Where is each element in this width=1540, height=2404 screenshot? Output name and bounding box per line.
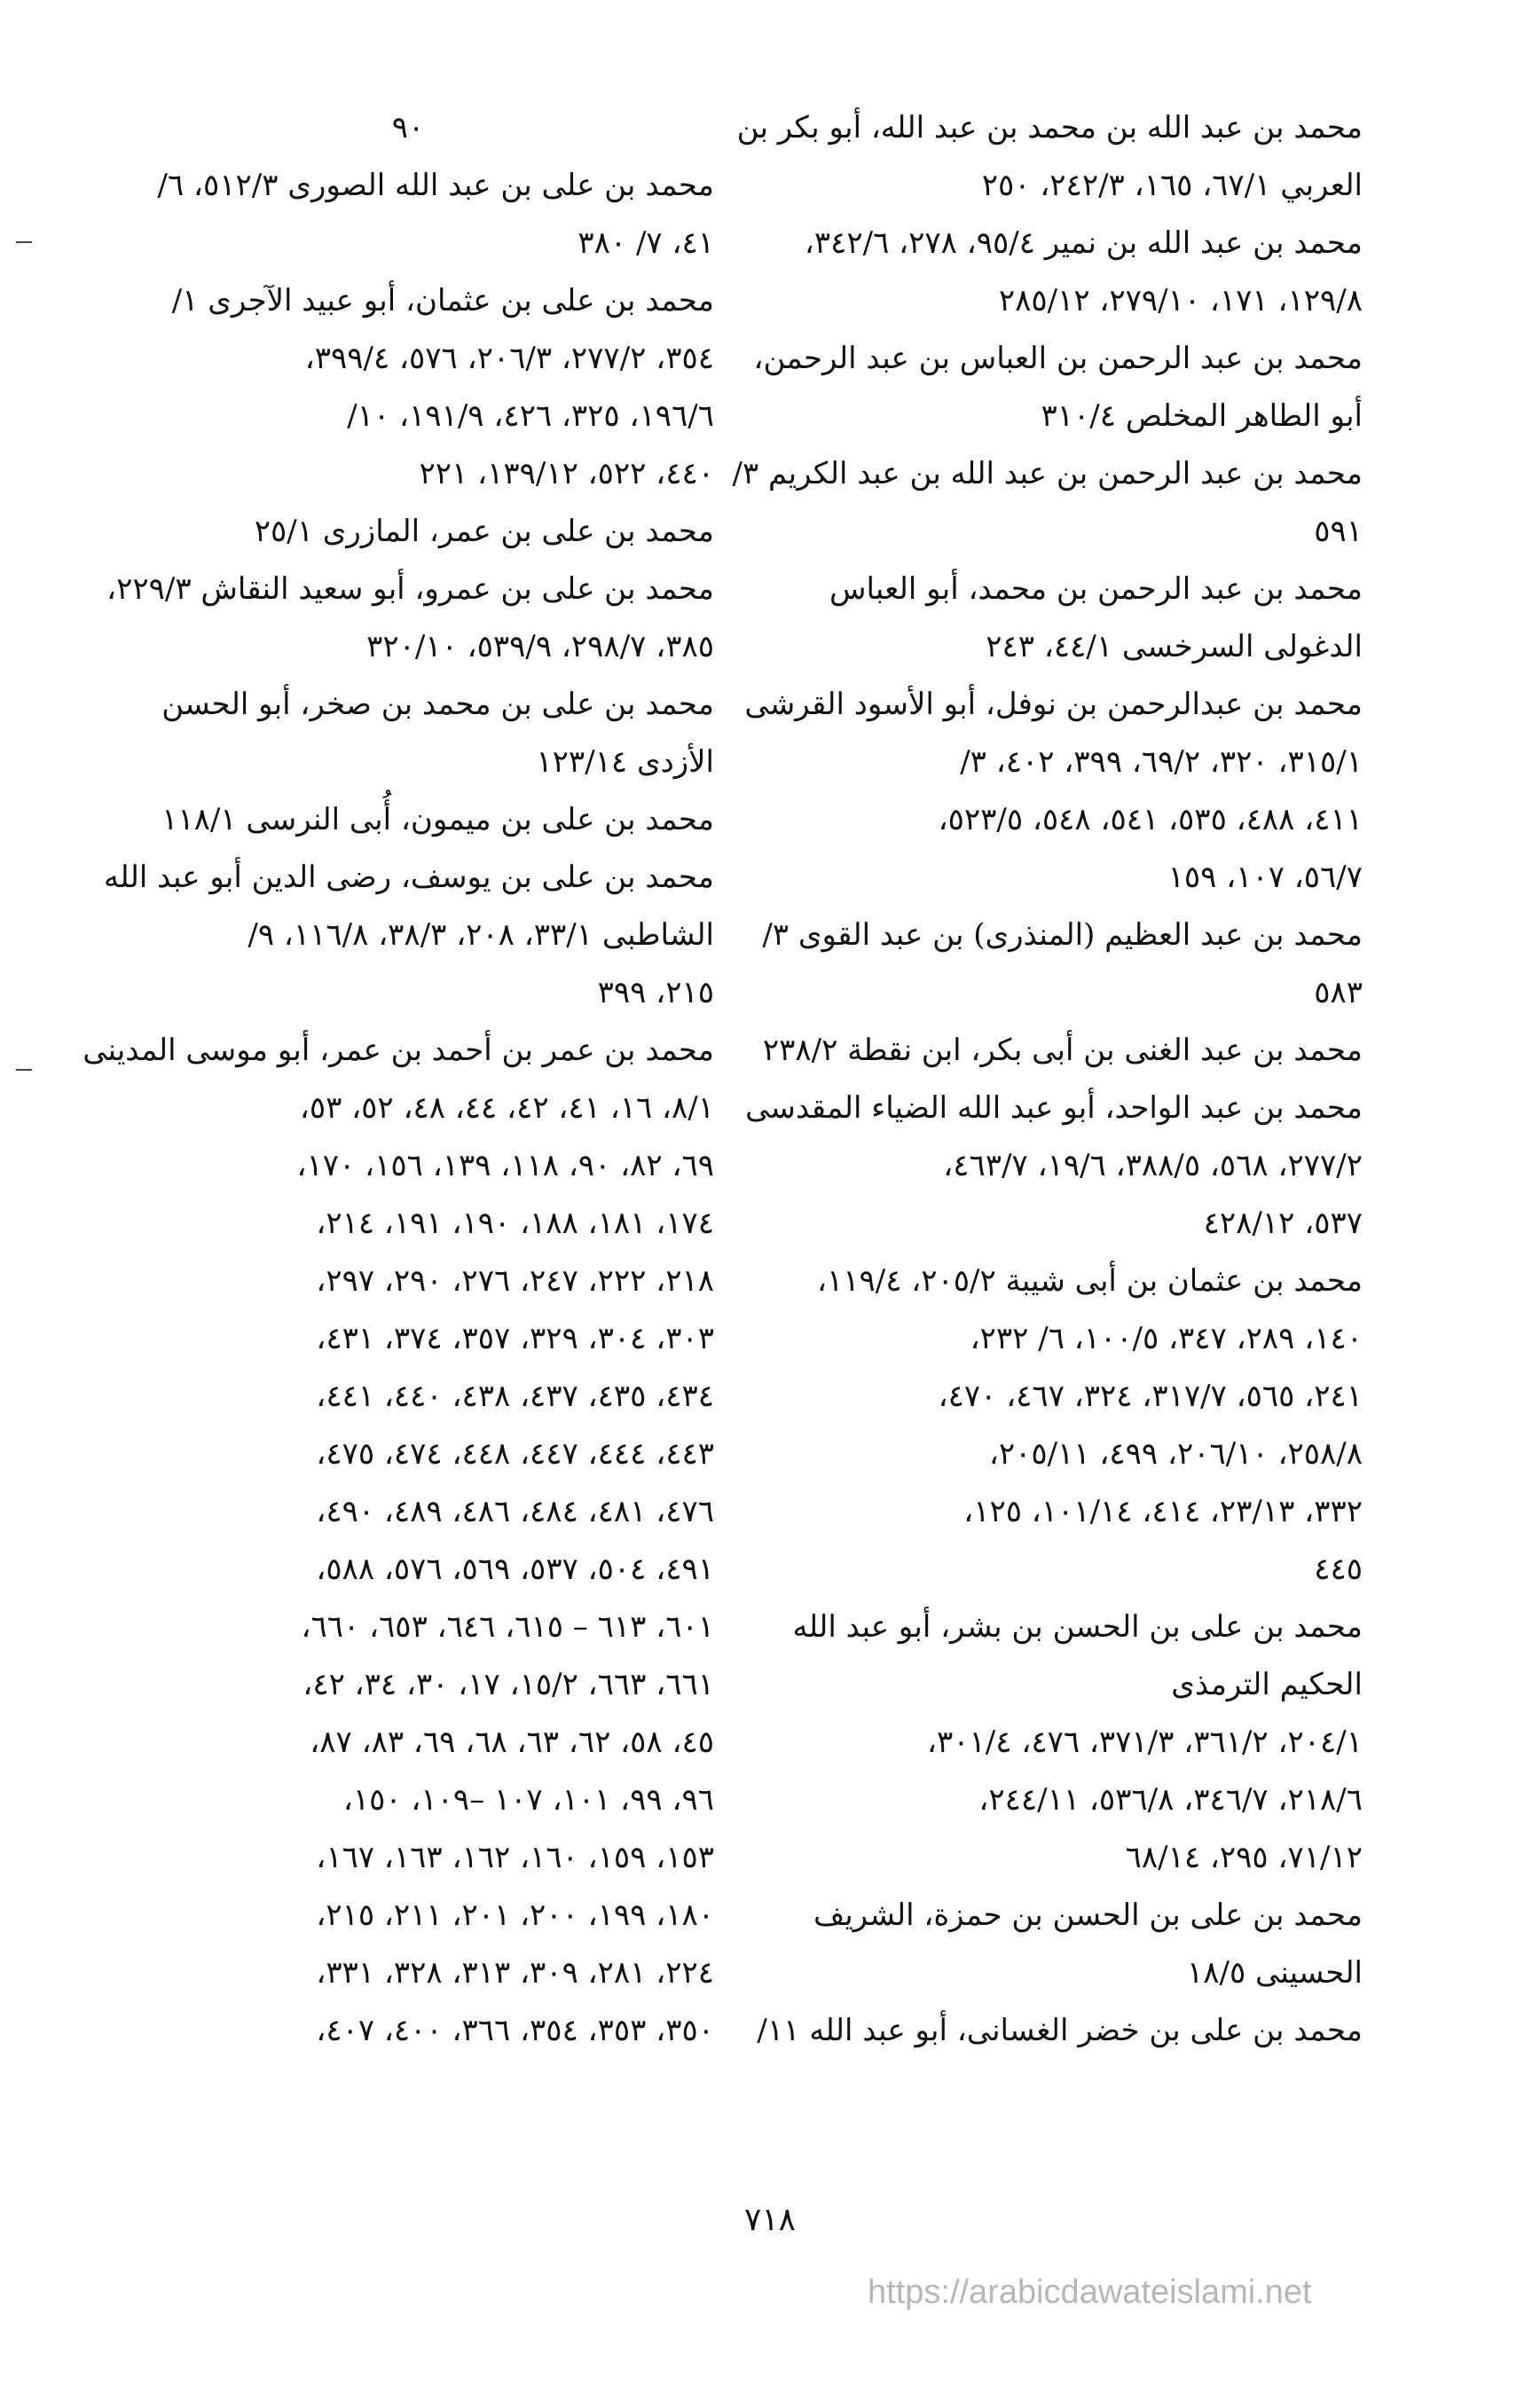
- index-line: ١٢٩/٨، ١٧١، ٢٧٩/١٠، ٢٨٥/١٢: [998, 283, 1363, 318]
- watermark-url: https://arabicdawateislami.net: [868, 2274, 1312, 2311]
- index-line: محمد بن عبد الرحمن بن محمد، أبو العباس: [829, 571, 1363, 607]
- index-line: ٤١، ٧/ ٣٨٠: [578, 225, 714, 261]
- index-line: ٨/١، ١٦، ٤١، ٤٢، ٤٤، ٤٨، ٥٢، ٥٣،: [299, 1090, 714, 1126]
- index-line: ١٩٦/٦، ٣٢٥، ٤٢٦، ١٩١/٩، ١٠/: [347, 398, 714, 434]
- index-line: محمد بن عبد الواحد، أبو عبد الله الضياء المقدسى: [745, 1090, 1363, 1126]
- index-column-left: [82, 99, 714, 2060]
- index-line: ٢٢٤، ٢٨١، ٣٠٩، ٣١٣، ٣٢٨، ٣٣١،: [316, 1955, 714, 1991]
- index-line: ٤٤٣، ٤٤٤، ٤٤٧، ٤٤٨، ٤٧٤، ٤٧٥،: [316, 1436, 714, 1472]
- index-line: ٢١٨/٦، ٣٤٦/٧، ٥٣٦/٨، ٢٤٤/١١،: [978, 1782, 1363, 1818]
- index-line: الأزدى ١٢٣/١٤: [536, 744, 714, 780]
- index-line: ١٨٠، ١٩٩، ٢٠٠، ٢٠١، ٢١١، ٢١٥،: [316, 1897, 714, 1933]
- index-line: ٤٣٤، ٤٣٥، ٤٣٧، ٤٣٨، ٤٤٠، ٤٤١،: [316, 1379, 714, 1414]
- margin-tick: [16, 1069, 32, 1071]
- index-line: ٤٩١، ٥٠٤، ٥٣٧، ٥٦٩، ٥٧٦، ٥٨٨،: [316, 1552, 714, 1587]
- index-line: ٣٣٢، ٢٣/١٣، ٤١٤، ١٠١/١٤، ١٢٥،: [963, 1494, 1363, 1529]
- index-line: ٤٧٦، ٤٨١، ٤٨٤، ٤٨٦، ٤٨٩، ٤٩٠،: [316, 1494, 714, 1529]
- index-line: محمد بن على بن الحسن بن حمزة، الشريف: [813, 1897, 1363, 1933]
- index-line: محمد بن على بن عمر، المازرى ٢٥/١: [254, 514, 714, 549]
- index-line: ٥٣٧، ٤٢٨/١٢: [1203, 1206, 1363, 1241]
- index-line: محمد بن عبد الغنى بن أبى بكر، ابن نقطة ٢٣٨/٢: [762, 1033, 1363, 1068]
- index-line: ٢٥٨/٨، ٢٠٦/١٠، ٤٩٩، ٢٠٥/١١،: [988, 1436, 1363, 1472]
- index-line: ٥٨٣: [1314, 975, 1363, 1010]
- index-line: محمد بن عبد الرحمن بن عبد الله بن عبد الكريم ٣/: [732, 456, 1363, 491]
- index-line: ٢١٥، ٣٩٩: [597, 975, 714, 1010]
- index-line: ٤٤٥: [1314, 1552, 1363, 1587]
- index-line: محمد بن عبد الرحمن بن العباس بن عبد الرحمن،: [753, 341, 1363, 376]
- index-line: ١٧٤، ١٨١، ١٨٨، ١٩٠، ١٩١، ٢١٤،: [316, 1206, 714, 1241]
- index-line: محمد بن عثمان بن أبى شيبة ٢٠٥/٢، ١١٩/٤،: [816, 1263, 1363, 1299]
- page-number: ٧١٨: [743, 2202, 796, 2238]
- index-line: ٥٦/٧، ١٠٧، ١٥٩: [1167, 860, 1363, 895]
- index-line: محمد بن على بن عمرو، أبو سعيد النقاش ٢٢٩/٣،: [106, 571, 714, 607]
- index-line: الحسينى ١٨/٥: [1187, 1955, 1363, 1991]
- index-line: العربي ٦٧/١، ١٦٥، ٢٤٢/٣، ٢٥٠: [981, 168, 1363, 203]
- index-line: محمد بن على بن عبد الله الصورى ٥١٢/٣، ٦/: [157, 168, 714, 203]
- index-line: ٤٥، ٥٨، ٦٢، ٦٣، ٦٨، ٦٩، ٨٣، ٨٧،: [310, 1724, 714, 1760]
- index-line: محمد بن على بن عثمان، أبو عبيد الآجرى ١/: [171, 283, 714, 318]
- index-line: ٢٧٧/٢، ٥٦٨، ٣٨٨/٥، ١٩/٦، ٤٦٣/٧،: [943, 1148, 1363, 1183]
- index-line: محمد بن عبد العظيم (المنذرى) بن عبد القوى ٣/: [762, 917, 1363, 953]
- index-line: محمد بن على بن ميمون، أُبى النرسى ١١٨/١: [161, 802, 714, 837]
- index-line: ٣٥٤، ٢٧٧/٢، ٢٠٦/٣، ٥٧٦، ٣٩٩/٤،: [304, 341, 714, 376]
- index-line: ١٤٠، ٢٨٩، ٣٤٧، ١٠٠/٥، ٦/ ٢٣٢،: [970, 1321, 1363, 1356]
- index-line: ٢٠٤/١، ٣٦١/٢، ٣٧١/٣، ٤٧٦، ٣٠١/٤،: [927, 1724, 1363, 1760]
- index-line: محمد بن على بن يوسف، رضى الدين أبو عبد الله: [104, 860, 714, 895]
- index-line: محمد بن على بن خضر الغسانى، أبو عبد الله ١١/: [757, 2013, 1363, 2048]
- index-line: ٦٩، ٨٢، ٩٠، ١١٨، ١٣٩، ١٥٦، ١٧٠،: [296, 1148, 714, 1183]
- index-column-right: [732, 99, 1363, 2060]
- index-line: محمد بن عبد الله بن نمير ٩٥/٤، ٢٧٨، ٣٤٢/٦،: [804, 225, 1363, 261]
- index-line: ٢١٨، ٢٢٢، ٢٤٧، ٢٧٦، ٢٩٠، ٢٩٧،: [316, 1263, 714, 1299]
- index-line: ٥٩١: [1314, 514, 1363, 549]
- index-line: محمد بن عبدالرحمن بن نوفل، أبو الأسود القرشى: [744, 687, 1363, 722]
- index-line: ٧١/١٢، ٢٩٥، ٦٨/١٤: [1125, 1840, 1363, 1875]
- index-line: ٩٦، ٩٩، ١٠١، ١٠٧ –١٠٩، ١٥٠،: [342, 1782, 714, 1818]
- index-line: ٤١١، ٤٨٨، ٥٣٥، ٥٤١، ٥٤٨، ٥٢٣/٥،: [938, 802, 1363, 837]
- index-line: الحكيم الترمذى: [1171, 1667, 1363, 1702]
- index-line: محمد بن عمر بن أحمد بن عمر، أبو موسى المدينى: [82, 1033, 714, 1068]
- index-line: أبو الطاهر المخلص ٣١٠/٤: [1041, 398, 1363, 434]
- index-line: ٣٥٠، ٣٥٣، ٣٥٤، ٣٦٦، ٤٠٠، ٤٠٧،: [316, 2013, 714, 2048]
- margin-tick: [16, 241, 32, 243]
- index-line: ٣٠٣، ٣٠٤، ٣٢٩، ٣٥٧، ٣٧٤، ٤٣١،: [316, 1321, 714, 1356]
- index-line: الشاطبى ٣٣/١، ٢٠٨، ٣٨/٣، ١١٦/٨، ٩/: [248, 917, 714, 953]
- index-line: ١٥٣، ١٥٩، ١٦٠، ١٦٢، ١٦٣، ١٦٧،: [316, 1840, 714, 1875]
- continued-number: ٩٠: [391, 110, 425, 145]
- index-line: ٤٤٠، ٥٢٢، ١٣٩/١٢، ٢٢١: [419, 456, 714, 491]
- index-line: ٦٦١، ٦٦٣، ١٥/٢، ١٧، ٣٠، ٣٤، ٤٢،: [302, 1667, 714, 1702]
- index-line: محمد بن على بن محمد بن صخر، أبو الحسن: [161, 687, 714, 722]
- index-line: محمد بن على بن الحسن بن بشر، أبو عبد الله: [792, 1609, 1363, 1645]
- index-line: ٦٠١، ٦١٣ – ٦١٥، ٦٤٦، ٦٥٣، ٦٦٠،: [301, 1609, 714, 1645]
- index-line: ٢٤١، ٥٦٥، ٣١٧/٧، ٣٢٤، ٤٦٧، ٤٧٠،: [938, 1379, 1363, 1414]
- index-line: محمد بن عبد الله بن محمد بن عبد الله، أبو بكر بن: [736, 110, 1363, 145]
- index-line: ٣٨٥، ٢٩٨/٧، ٥٣٩/٩، ٣٢٠/١٠: [366, 629, 714, 664]
- index-line: الدغولى السرخسى ٤٤/١، ٢٤٣: [986, 629, 1363, 664]
- index-line: ٣١٥/١، ٣٢٠، ٦٩/٢، ٣٩٩، ٤٠٢، ٣/: [960, 744, 1363, 780]
